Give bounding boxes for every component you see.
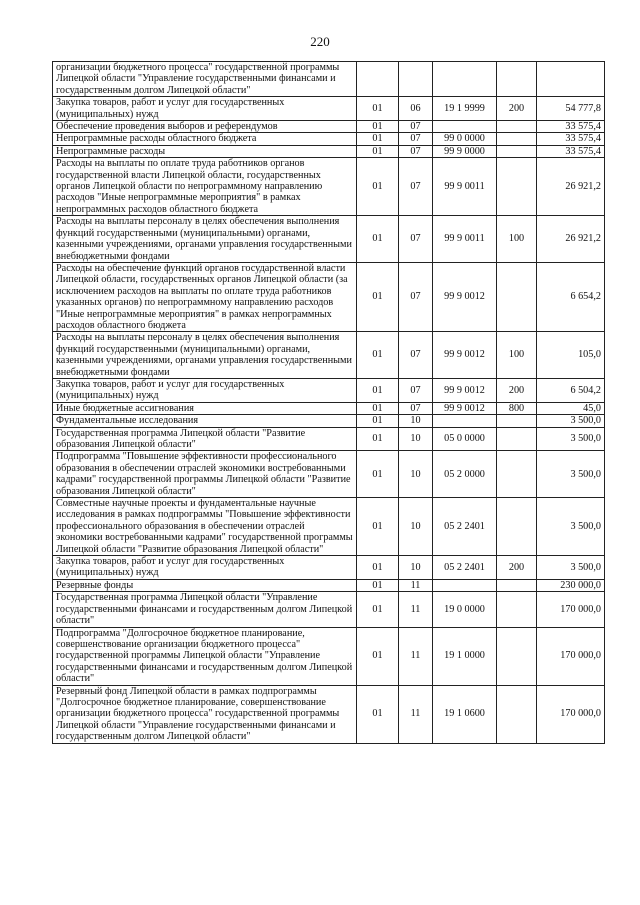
expense-type-cell (497, 427, 537, 451)
table-row (53, 121, 605, 133)
table-row (53, 427, 605, 451)
amount-cell (537, 62, 605, 97)
expense-type-cell: 200 (497, 556, 537, 580)
section-code-cell: 01 (357, 145, 399, 157)
expense-name-cell: Расходы на выплаты по оплате труда работников органов государственной власти Липецкой области, государственных органов Липецкой области по непрограммному направлению расходов "Иные непрограммные мероприятия" в рамках непрограммных расходов областного бюджета (53, 158, 357, 216)
subsection-code-cell: 07 (399, 378, 433, 402)
subsection-code-cell: 10 (399, 415, 433, 427)
expense-name-cell: Непрограммные расходы областного бюджета (53, 133, 357, 145)
budget-table (52, 61, 605, 744)
expense-type-cell (497, 579, 537, 591)
expense-type-cell (497, 133, 537, 145)
section-code-cell: 01 (357, 592, 399, 627)
expense-name-cell: Закупка товаров, работ и услуг для государственных (муниципальных) нужд (53, 97, 357, 121)
subsection-code-cell: 07 (399, 145, 433, 157)
expense-type-cell: 800 (497, 402, 537, 414)
section-code-cell: 01 (357, 332, 399, 379)
expense-type-cell: 200 (497, 378, 537, 402)
expense-type-cell (497, 62, 537, 97)
subsection-code-cell: 07 (399, 402, 433, 414)
expense-name-cell: Расходы на выплаты персоналу в целях обеспечения выполнения функций государственными (муниципальными) органами, казенными учреждениями, органами управления государственными внебюджетными фондами (53, 216, 357, 263)
subsection-code-cell: 11 (399, 627, 433, 685)
subsection-code-cell: 10 (399, 498, 433, 556)
expense-type-cell (497, 592, 537, 627)
table-row (53, 451, 605, 498)
amount-cell: 170 000,0 (537, 627, 605, 685)
target-article-cell: 99 9 0012 (433, 378, 497, 402)
target-article-cell: 05 2 2401 (433, 498, 497, 556)
expense-name-cell: организации бюджетного процесса" государственной программы Липецкой области "Управление государственными финансами и государственным долгом Липецкой области" (53, 62, 357, 97)
section-code-cell: 01 (357, 498, 399, 556)
table-row (53, 262, 605, 331)
section-code-cell: 01 (357, 97, 399, 121)
table-row (53, 332, 605, 379)
expense-type-cell: 200 (497, 97, 537, 121)
table-row (53, 592, 605, 627)
expense-name-cell: Совместные научные проекты и фундаментальные научные исследования в рамках подпрограммы "Повышение эффективности профессионального образования в обеспечении отраслей экономики востребованными кадрами" государственной программы Липецкой области "Развитие образования Липецкой области" (53, 498, 357, 556)
subsection-code-cell: 07 (399, 216, 433, 263)
table-row (53, 579, 605, 591)
section-code-cell: 01 (357, 451, 399, 498)
page-number: 220 (310, 34, 330, 49)
amount-cell: 3 500,0 (537, 427, 605, 451)
table-row (53, 402, 605, 414)
table-row (53, 133, 605, 145)
expense-name-cell: Закупка товаров, работ и услуг для государственных (муниципальных) нужд (53, 378, 357, 402)
amount-cell: 3 500,0 (537, 451, 605, 498)
amount-cell: 230 000,0 (537, 579, 605, 591)
target-article-cell: 19 1 9999 (433, 97, 497, 121)
amount-cell: 33 575,4 (537, 133, 605, 145)
expense-type-cell: 100 (497, 216, 537, 263)
table-row (53, 378, 605, 402)
amount-cell: 54 777,8 (537, 97, 605, 121)
target-article-cell (433, 579, 497, 591)
expense-name-cell: Государственная программа Липецкой области "Развитие образования Липецкой области" (53, 427, 357, 451)
expense-type-cell (497, 158, 537, 216)
target-article-cell (433, 415, 497, 427)
table-row (53, 556, 605, 580)
subsection-code-cell: 10 (399, 556, 433, 580)
target-article-cell: 19 0 0000 (433, 592, 497, 627)
target-article-cell: 05 0 0000 (433, 427, 497, 451)
expense-name-cell: Непрограммные расходы (53, 145, 357, 157)
section-code-cell: 01 (357, 402, 399, 414)
amount-cell: 6 504,2 (537, 378, 605, 402)
expense-type-cell (497, 262, 537, 331)
expense-name-cell: Обеспечение проведения выборов и референдумов (53, 121, 357, 133)
expense-type-cell (497, 451, 537, 498)
target-article-cell: 19 1 0000 (433, 627, 497, 685)
table-row (53, 216, 605, 263)
table-row (53, 158, 605, 216)
table-row (53, 627, 605, 685)
section-code-cell: 01 (357, 579, 399, 591)
section-code-cell: 01 (357, 427, 399, 451)
amount-cell: 45,0 (537, 402, 605, 414)
subsection-code-cell: 07 (399, 262, 433, 331)
expense-type-cell (497, 498, 537, 556)
amount-cell: 33 575,4 (537, 121, 605, 133)
expense-type-cell: 100 (497, 332, 537, 379)
amount-cell: 3 500,0 (537, 415, 605, 427)
target-article-cell: 99 9 0012 (433, 332, 497, 379)
target-article-cell (433, 62, 497, 97)
target-article-cell: 99 0 0000 (433, 133, 497, 145)
amount-cell: 26 921,2 (537, 216, 605, 263)
table-row (53, 97, 605, 121)
target-article-cell: 99 9 0011 (433, 216, 497, 263)
section-code-cell: 01 (357, 216, 399, 263)
amount-cell: 3 500,0 (537, 556, 605, 580)
expense-type-cell (497, 121, 537, 133)
amount-cell: 170 000,0 (537, 592, 605, 627)
expense-type-cell (497, 415, 537, 427)
subsection-code-cell: 10 (399, 427, 433, 451)
subsection-code-cell: 07 (399, 158, 433, 216)
expense-name-cell: Расходы на обеспечение функций органов государственной власти Липецкой области, государственных органов Липецкой области (за исключением расходов на выплаты по оплате труда работников указанных органов) по непрограммному направлению расходов "Иные непрограммные мероприятия" в рамках непрограммных расходов областного бюджета (53, 262, 357, 331)
expense-type-cell (497, 627, 537, 685)
target-article-cell: 99 9 0012 (433, 262, 497, 331)
expense-name-cell: Резервные фонды (53, 579, 357, 591)
table-row (53, 145, 605, 157)
table-row (53, 685, 605, 743)
expense-name-cell: Закупка товаров, работ и услуг для государственных (муниципальных) нужд (53, 556, 357, 580)
section-code-cell: 01 (357, 556, 399, 580)
section-code-cell: 01 (357, 415, 399, 427)
subsection-code-cell: 06 (399, 97, 433, 121)
subsection-code-cell: 10 (399, 451, 433, 498)
target-article-cell: 99 9 0011 (433, 158, 497, 216)
amount-cell: 3 500,0 (537, 498, 605, 556)
expense-name-cell: Резервный фонд Липецкой области в рамках подпрограммы "Долгосрочное бюджетное планирование, совершенствование организации бюджетного процесса" государственной программы Липецкой области "Управление государственными финансами и государственным долгом Липецкой области" (53, 685, 357, 743)
expense-name-cell: Подпрограмма "Долгосрочное бюджетное планирование, совершенствование организации бюджетного процесса" государственной программы Липецкой области "Управление государственными финансами и государственным долгом Липецкой области" (53, 627, 357, 685)
subsection-code-cell: 07 (399, 121, 433, 133)
section-code-cell: 01 (357, 133, 399, 145)
table-row (53, 415, 605, 427)
section-code-cell: 01 (357, 378, 399, 402)
target-article-cell: 99 9 0012 (433, 402, 497, 414)
expense-name-cell: Фундаментальные исследования (53, 415, 357, 427)
table-row (53, 498, 605, 556)
subsection-code-cell: 11 (399, 592, 433, 627)
section-code-cell: 01 (357, 158, 399, 216)
amount-cell: 33 575,4 (537, 145, 605, 157)
subsection-code-cell (399, 62, 433, 97)
target-article-cell: 05 2 2401 (433, 556, 497, 580)
budget-table-body (53, 62, 605, 744)
target-article-cell: 05 2 0000 (433, 451, 497, 498)
section-code-cell: 01 (357, 685, 399, 743)
expense-type-cell (497, 145, 537, 157)
expense-name-cell: Государственная программа Липецкой области "Управление государственными финансами и государственным долгом Липецкой области" (53, 592, 357, 627)
subsection-code-cell: 11 (399, 579, 433, 591)
section-code-cell: 01 (357, 121, 399, 133)
subsection-code-cell: 11 (399, 685, 433, 743)
amount-cell: 105,0 (537, 332, 605, 379)
amount-cell: 6 654,2 (537, 262, 605, 331)
expense-type-cell (497, 685, 537, 743)
table-row (53, 62, 605, 97)
expense-name-cell: Расходы на выплаты персоналу в целях обеспечения выполнения функций государственными (муниципальными) органами, казенными учреждениями, органами управления государственными внебюджетными фондами (53, 332, 357, 379)
section-code-cell: 01 (357, 627, 399, 685)
amount-cell: 26 921,2 (537, 158, 605, 216)
amount-cell: 170 000,0 (537, 685, 605, 743)
expense-name-cell: Подпрограмма "Повышение эффективности профессионального образования в обеспечении отраслей экономики востребованными кадрами" государственной программы Липецкой области "Развитие образования Липецкой области" (53, 451, 357, 498)
target-article-cell: 99 9 0000 (433, 145, 497, 157)
expense-name-cell: Иные бюджетные ассигнования (53, 402, 357, 414)
section-code-cell (357, 62, 399, 97)
subsection-code-cell: 07 (399, 332, 433, 379)
target-article-cell (433, 121, 497, 133)
subsection-code-cell: 07 (399, 133, 433, 145)
section-code-cell: 01 (357, 262, 399, 331)
target-article-cell: 19 1 0600 (433, 685, 497, 743)
